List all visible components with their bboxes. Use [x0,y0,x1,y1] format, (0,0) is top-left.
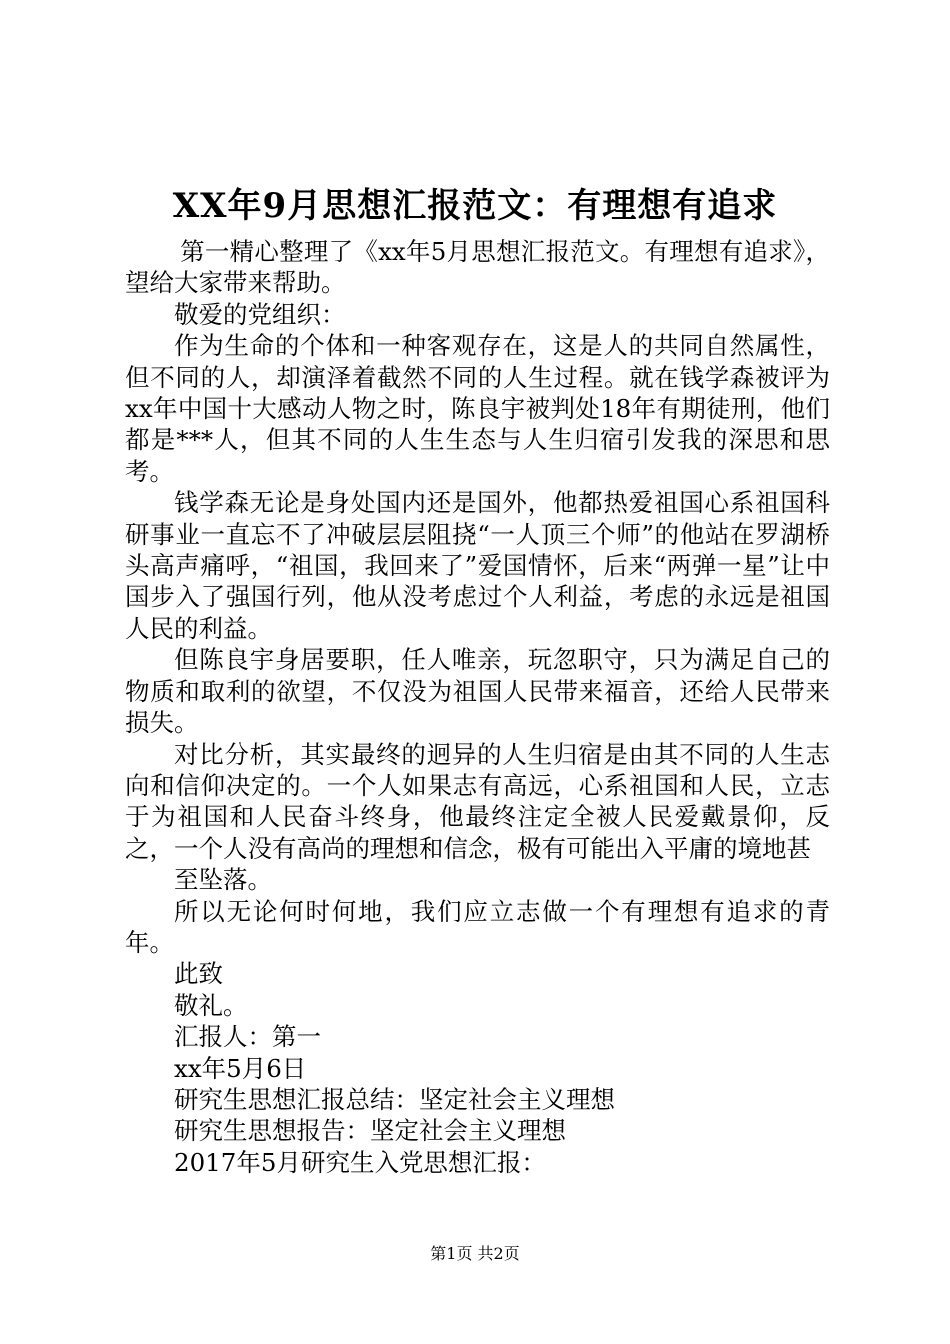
document-title: XX年9月思想汇报范文：有理想有追求 [172,186,778,226]
related-link: 2017年5月研究生入党思想汇报： [174,1147,546,1177]
paragraph-signature: 汇报人：第一 [174,1022,321,1052]
related-link: 研究生思想报告：坚定社会主义理想 [174,1116,566,1146]
paragraph-body: 钱学森无论是身处国内还是国外，他都热爱祖国心系祖国科研事业一直忘不了冲破层层阻挠“一人顶三个师”的他站在罗湖桥头高声痛呼，“祖国，我回来了”爱国情怀，后来“两弹一星”让中国步入了强国行列，他从没考虑过个人利益，考虑的永远是祖国人民的利益。 [125,488,830,643]
page-footer: 第1页 共2页 [430,1244,520,1263]
paragraph-body: 所以无论何时何地，我们应立志做一个有理想有追求的青年。 [125,896,830,957]
paragraph-body: 作为生命的个体和一种客观存在，这是人的共同自然属性，但不同的人，却演泽着截然不同的人生过程。就在钱学森被评为xx年中国十大感动人物之时，陈良宇被判处18年有期徒刑，他们都是***人，但其不同的人生生态与人生归宿引发我的深思和思考。 [125,331,830,486]
paragraph-date: xx年5月6日 [174,1053,307,1083]
document-body [125,236,830,1178]
paragraph-closing: 此致 [174,959,223,989]
paragraph-body: 至坠落。 [174,865,272,895]
paragraph-salutation: 敬爱的党组织： [174,299,346,329]
related-link: 研究生思想汇报总结：坚定社会主义理想 [174,1084,615,1114]
paragraph-body: 对比分析，其实最终的迥异的人生归宿是由其不同的人生志向和信仰决定的。一个人如果志有高远，心系祖国和人民，立志于为祖国和人民奋斗终身，他最终注定全被人民爱戴景仰，反之，一个人没有高尚的理想和信念，极有可能出入平庸的境地甚 [125,739,830,863]
paragraph-closing: 敬礼。 [174,990,248,1020]
paragraph-body: 但陈良宇身居要职，任人唯亲，玩忽职守，只为满足自己的物质和取利的欲望，不仅没为祖国人民带来福音，还给人民带来损失。 [125,645,830,738]
paragraph-intro: 第一精心整理了《xx年5月思想汇报范文。有理想有追求》，望给大家带来帮助。 [125,237,830,298]
